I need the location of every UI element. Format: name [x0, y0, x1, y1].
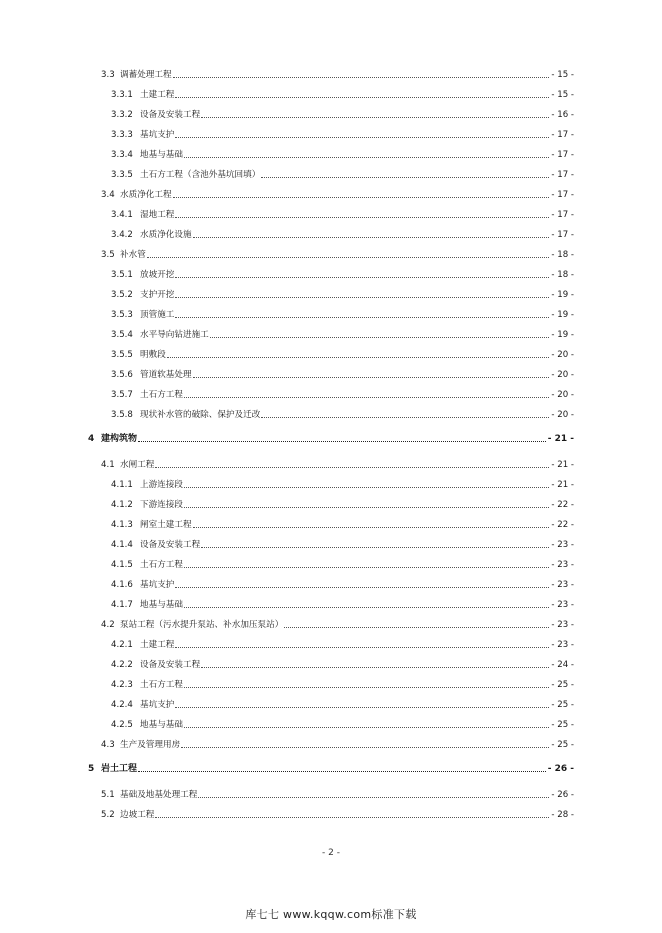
toc-entry-title: 下游连接段: [140, 500, 183, 510]
toc-entry[interactable]: [0, 348, 662, 362]
toc-entry-page: - 20 -: [551, 370, 574, 380]
dot-leader: [175, 707, 549, 708]
dot-leader: [184, 487, 549, 488]
toc-entry-page: - 23 -: [551, 600, 574, 610]
toc-entry-page: - 25 -: [551, 740, 574, 750]
toc-entry-title: 建构筑物: [101, 434, 138, 444]
toc-entry-page: - 28 -: [551, 810, 574, 820]
toc-entry-number: 4.1.7: [111, 600, 133, 610]
toc-entry-page: - 18 -: [551, 270, 574, 280]
toc-entry-title: 泵站工程（污水提升泵站、补水加压泵站）: [120, 620, 284, 630]
toc-entry-number: 5.1: [101, 790, 115, 800]
dot-leader: [184, 567, 549, 568]
toc-entry-title: 基坑支护: [140, 580, 175, 590]
dot-leader: [184, 507, 549, 508]
toc-entry[interactable]: [0, 598, 662, 612]
toc-entry-number: 4.2.4: [111, 700, 133, 710]
toc-chapter-entry[interactable]: [0, 432, 662, 446]
toc-entry[interactable]: [0, 478, 662, 492]
toc-entry-title: 设备及安装工程: [140, 540, 201, 550]
toc-entry-number: 3.5.1: [111, 270, 133, 280]
toc-entry-number: 3.3.1: [111, 90, 133, 100]
toc-entry-page: - 23 -: [551, 640, 574, 650]
toc-entry[interactable]: [0, 738, 662, 752]
dot-leader: [175, 647, 549, 648]
toc-entry[interactable]: [0, 458, 662, 472]
toc-entry-number: 3.5.2: [111, 290, 133, 300]
toc-entry-number: 5: [88, 764, 95, 774]
toc-entry-number: 3.5.5: [111, 350, 133, 360]
toc-entry[interactable]: [0, 228, 662, 242]
dot-leader: [193, 377, 549, 378]
toc-entry-title: 顶管施工: [140, 310, 175, 320]
dot-leader: [193, 527, 549, 528]
toc-entry[interactable]: [0, 128, 662, 142]
dot-leader: [261, 177, 549, 178]
toc-entry-number: 3.3.4: [111, 150, 133, 160]
toc-entry-page: - 22 -: [551, 520, 574, 530]
toc-entry[interactable]: [0, 68, 662, 82]
dot-leader: [193, 237, 549, 238]
dot-leader: [184, 727, 549, 728]
toc-entry-page: - 26 -: [547, 764, 574, 774]
toc-entry[interactable]: [0, 808, 662, 822]
toc-entry-page: - 17 -: [551, 210, 574, 220]
toc-entry[interactable]: [0, 108, 662, 122]
toc-entry[interactable]: [0, 618, 662, 632]
toc-entry-title: 边坡工程: [120, 810, 155, 820]
toc-entry-title: 基础及地基处理工程: [120, 790, 198, 800]
toc-entry-number: 4.1: [101, 460, 115, 470]
dot-leader: [138, 771, 546, 772]
toc-entry-title: 水闸工程: [120, 460, 155, 470]
toc-entry-title: 放坡开挖: [140, 270, 175, 280]
toc-entry-page: - 21 -: [547, 434, 574, 444]
toc-entry-page: - 16 -: [551, 110, 574, 120]
toc-entry-page: - 25 -: [551, 680, 574, 690]
toc-entry[interactable]: [0, 518, 662, 532]
toc-entry-page: - 22 -: [551, 500, 574, 510]
footer-watermark: 库七七 www.kqqw.com标准下载: [245, 908, 417, 921]
toc-entry-number: 4.2.1: [111, 640, 133, 650]
dot-leader: [181, 747, 549, 748]
toc-entry-page: - 23 -: [551, 620, 574, 630]
toc-entry[interactable]: [0, 268, 662, 282]
toc-entry-page: - 15 -: [551, 90, 574, 100]
toc-entry-number: 4.1.1: [111, 480, 133, 490]
toc-entry-title: 现状补水管的破除、保护及迁改: [140, 410, 261, 420]
dot-leader: [284, 627, 549, 628]
toc-entry[interactable]: [0, 388, 662, 402]
toc-entry-number: 4.2.5: [111, 720, 133, 730]
toc-chapter-entry[interactable]: [0, 762, 662, 776]
toc-entry-page: - 23 -: [551, 580, 574, 590]
dot-leader: [155, 817, 549, 818]
toc-entry-title: 调蓄处理工程: [120, 70, 172, 80]
toc-entry-page: - 17 -: [551, 190, 574, 200]
toc-entry-number: 3.3.2: [111, 110, 133, 120]
toc-entry-number: 3.4.2: [111, 230, 133, 240]
toc-entry-page: - 19 -: [551, 290, 574, 300]
toc-entry-number: 4.1.4: [111, 540, 133, 550]
toc-entry-title: 地基与基础: [140, 720, 183, 730]
toc-entry-title: 土石方工程: [140, 680, 183, 690]
toc-entry-number: 3.3.3: [111, 130, 133, 140]
toc-entry-number: 4.1.2: [111, 500, 133, 510]
dot-leader: [201, 547, 549, 548]
dot-leader: [147, 257, 549, 258]
toc-entry[interactable]: [0, 658, 662, 672]
toc-entry-title: 闸室土建工程: [140, 520, 192, 530]
toc-entry[interactable]: [0, 148, 662, 162]
toc-entry-page: - 17 -: [551, 170, 574, 180]
toc-entry-title: 土石方工程（含池外基坑回填）: [140, 170, 261, 180]
toc-entry-number: 5.2: [101, 810, 115, 820]
toc-entry-page: - 17 -: [551, 130, 574, 140]
toc-entry[interactable]: [0, 288, 662, 302]
toc-entry[interactable]: [0, 248, 662, 262]
toc-entry-page: - 20 -: [551, 410, 574, 420]
dot-leader: [167, 357, 549, 358]
dot-leader: [184, 157, 549, 158]
toc-entry-title: 土建工程: [140, 90, 175, 100]
toc-entry[interactable]: [0, 408, 662, 422]
toc-entry-page: - 17 -: [551, 150, 574, 160]
toc-entry[interactable]: [0, 498, 662, 512]
toc-entry[interactable]: [0, 578, 662, 592]
toc-entry-title: 土石方工程: [140, 390, 183, 400]
toc-entry[interactable]: [0, 368, 662, 382]
toc-entry-title: 设备及安装工程: [140, 110, 201, 120]
toc-entry[interactable]: [0, 678, 662, 692]
toc-entry-title: 水平导向钻进施工: [140, 330, 209, 340]
toc-entry[interactable]: [0, 168, 662, 182]
dot-leader: [155, 467, 549, 468]
toc-entry-title: 补水管: [120, 250, 146, 260]
dot-leader: [175, 97, 549, 98]
toc-entry-title: 地基与基础: [140, 600, 183, 610]
toc-entry-page: - 23 -: [551, 540, 574, 550]
toc-entry-page: - 20 -: [551, 350, 574, 360]
toc-entry-title: 土石方工程: [140, 560, 183, 570]
toc-entry-page: - 19 -: [551, 330, 574, 340]
toc-entry-number: 3.5.8: [111, 410, 133, 420]
toc-entry-page: - 19 -: [551, 310, 574, 320]
toc-entry-page: - 18 -: [551, 250, 574, 260]
toc-entry[interactable]: [0, 558, 662, 572]
toc-entry-page: - 17 -: [551, 230, 574, 240]
toc-entry-title: 上游连接段: [140, 480, 183, 490]
toc-entry-title: 地基与基础: [140, 150, 183, 160]
toc-entry-title: 生产及管理用房: [120, 740, 181, 750]
toc-entry-page: - 21 -: [551, 480, 574, 490]
dot-leader: [175, 317, 549, 318]
toc-entry[interactable]: [0, 638, 662, 652]
dot-leader: [210, 337, 549, 338]
dot-leader: [173, 77, 549, 78]
toc-entry-page: - 21 -: [551, 460, 574, 470]
toc-entry-page: - 23 -: [551, 560, 574, 570]
toc-entry-number: 3.3.5: [111, 170, 133, 180]
toc-entry[interactable]: [0, 718, 662, 732]
toc-entry-title: 基坑支护: [140, 130, 175, 140]
toc-entry[interactable]: [0, 788, 662, 802]
toc-entry-page: - 26 -: [551, 790, 574, 800]
dot-leader: [173, 197, 549, 198]
dot-leader: [175, 297, 549, 298]
toc-entry[interactable]: [0, 328, 662, 342]
toc-entry[interactable]: [0, 308, 662, 322]
toc-entry-title: 土建工程: [140, 640, 175, 650]
toc-entry-number: 4.1.5: [111, 560, 133, 570]
toc-entry-number: 3.3: [101, 70, 115, 80]
toc-entry[interactable]: [0, 538, 662, 552]
dot-leader: [201, 667, 549, 668]
toc-entry[interactable]: [0, 208, 662, 222]
toc-entry-page: - 20 -: [551, 390, 574, 400]
dot-leader: [198, 797, 549, 798]
toc-entry-number: 4.2: [101, 620, 115, 630]
page-number: - 2 -: [322, 848, 340, 858]
dot-leader: [201, 117, 549, 118]
toc-entry-title: 岩土工程: [101, 764, 138, 774]
dot-leader: [175, 587, 549, 588]
toc-entry-number: 3.5: [101, 250, 115, 260]
toc-entry-number: 3.5.6: [111, 370, 133, 380]
toc-entry-number: 4.3: [101, 740, 115, 750]
toc-entry-page: - 25 -: [551, 700, 574, 710]
toc-entry-title: 设备及安装工程: [140, 660, 201, 670]
toc-entry-number: 4.2.2: [111, 660, 133, 670]
dot-leader: [184, 397, 549, 398]
dot-leader: [175, 217, 549, 218]
toc-entry-number: 4.1.6: [111, 580, 133, 590]
toc-entry-number: 4.1.3: [111, 520, 133, 530]
toc-entry-title: 明敷段: [140, 350, 166, 360]
toc-entry-page: - 15 -: [551, 70, 574, 80]
toc-entry[interactable]: [0, 698, 662, 712]
toc-entry[interactable]: [0, 88, 662, 102]
toc-entry-number: 3.5.3: [111, 310, 133, 320]
toc-entry-number: 4.2.3: [111, 680, 133, 690]
toc-entry-title: 水质净化工程: [120, 190, 172, 200]
dot-leader: [184, 607, 549, 608]
dot-leader: [261, 417, 549, 418]
toc-entry-number: 3.5.7: [111, 390, 133, 400]
toc-entry-number: 4: [88, 434, 95, 444]
toc-entry-title: 管道软基处理: [140, 370, 192, 380]
dot-leader: [138, 441, 546, 442]
toc-entry-number: 3.4.1: [111, 210, 133, 220]
toc-entry-number: 3.4: [101, 190, 115, 200]
toc-entry-page: - 24 -: [551, 660, 574, 670]
toc-entry-title: 湿地工程: [140, 210, 175, 220]
dot-leader: [175, 137, 549, 138]
toc-entry-title: 基坑支护: [140, 700, 175, 710]
toc-entry-title: 支护开挖: [140, 290, 175, 300]
dot-leader: [184, 687, 549, 688]
toc-entry-number: 3.5.4: [111, 330, 133, 340]
toc-entry-title: 水质净化设施: [140, 230, 192, 240]
toc-entry-page: - 25 -: [551, 720, 574, 730]
toc-entry[interactable]: [0, 188, 662, 202]
dot-leader: [175, 277, 549, 278]
